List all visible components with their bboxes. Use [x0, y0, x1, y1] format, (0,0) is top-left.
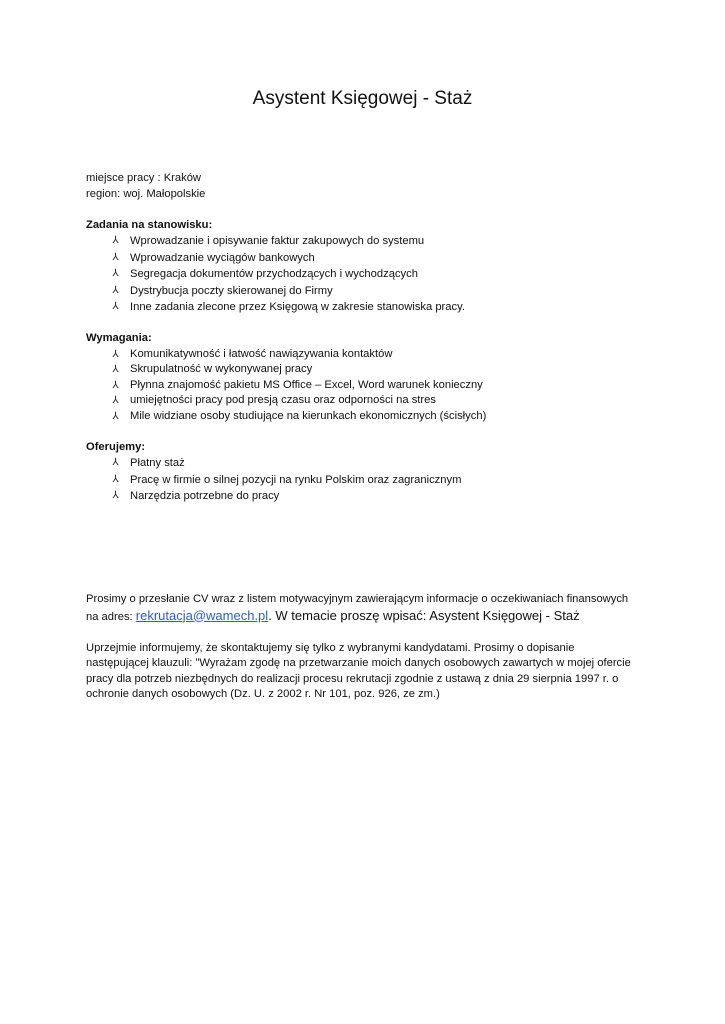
- list-item: [86, 378, 646, 394]
- list-item-text: Płynna znajomość pakietu MS Office – Excel, Word warunek konieczny: [130, 378, 483, 391]
- triangle-bullet-icon: ⅄: [112, 268, 119, 279]
- tasks-list: [86, 233, 646, 316]
- list-item-text: Wprowadzanie i opisywanie faktur zakupowych do systemu: [130, 235, 425, 247]
- list-item-text: Narzędzia potrzebne do pracy: [130, 490, 280, 502]
- list-item: [86, 250, 646, 267]
- application-address-line: [86, 608, 646, 626]
- list-item: [86, 409, 646, 425]
- list-item-text: Dystrybucja poczty skierowanej do Firmy: [130, 284, 333, 297]
- notice-line: następującej klauzuli: "Wyrażam zgodę na przetwarzanie moich danych osobowych zawartych w mojej ofercie: [86, 657, 631, 669]
- triangle-bullet-icon: ⅄: [112, 235, 119, 246]
- list-item-text: Segregacja dokumentów przychodzących i wychodzących: [130, 268, 418, 280]
- list-item-text: Komunikatywność i łatwość nawiązywania kontaktów: [130, 347, 393, 360]
- subject-instruction: . W temacie proszę wpisać: Asystent Księgowej - Staż: [268, 607, 580, 623]
- list-item: [86, 283, 646, 300]
- triangle-bullet-icon: ⅄: [112, 364, 119, 375]
- triangle-bullet-icon: ⅄: [112, 301, 119, 312]
- triangle-bullet-icon: ⅄: [112, 395, 119, 406]
- list-item: [86, 455, 646, 472]
- list-item-text: umiejętności pracy pod presją czasu oraz odporności na stres: [130, 394, 436, 406]
- triangle-bullet-icon: ⅄: [112, 348, 119, 360]
- workplace-line: miejsce pracy : Kraków: [86, 172, 202, 184]
- list-item: [86, 233, 646, 250]
- triangle-bullet-icon: ⅄: [112, 251, 119, 263]
- triangle-bullet-icon: ⅄: [112, 410, 119, 422]
- spacer: [86, 625, 646, 641]
- triangle-bullet-icon: ⅄: [112, 284, 119, 296]
- application-section: [86, 592, 646, 703]
- address-prefix: na adres:: [86, 610, 136, 623]
- list-item: [86, 266, 646, 283]
- notice-line: pracy dla potrzeb niezbędnych do realizacji procesu rekrutacji zgodnie z ustawą z dnia 29 sierpnia 1997 r. o: [86, 672, 619, 685]
- triangle-bullet-icon: ⅄: [112, 473, 119, 485]
- triangle-bullet-icon: ⅄: [112, 379, 119, 391]
- spacer: [86, 202, 646, 218]
- spacer: [86, 316, 646, 332]
- list-item: [86, 472, 646, 489]
- tasks-heading: Zadania na stanowisku:: [86, 218, 213, 231]
- spacer: [86, 424, 646, 440]
- list-item: [86, 299, 646, 316]
- list-item-text: Pracę w firmie o silnej pozycji na rynku Polskim oraz zagranicznym: [130, 473, 462, 486]
- list-item: [86, 393, 646, 409]
- list-item-text: Mile widziane osoby studiujące na kierunkach ekonomicznych (ścisłych): [130, 409, 487, 422]
- list-item-text: Wprowadzanie wyciągów bankowych: [130, 251, 315, 264]
- requirements-heading: Wymagania:: [86, 332, 152, 344]
- requirements-list: [86, 347, 646, 425]
- offer-heading: Oferujemy:: [86, 440, 146, 453]
- list-item: [86, 488, 646, 505]
- list-item: [86, 347, 646, 363]
- region-line: region: woj. Małopolskie: [86, 187, 206, 200]
- page-title: Asystent Księgowej - Staż: [252, 88, 473, 109]
- triangle-bullet-icon: ⅄: [112, 490, 119, 501]
- list-item-text: Inne zadania zlecone przez Księgową w zakresie stanowiska pracy.: [130, 301, 465, 313]
- list-item-text: Płatny staż: [130, 457, 185, 469]
- notice-line: ochronie danych osobowych (Dz. U. z 2002 r. Nr 101, poz. 926, ze zm.): [86, 688, 440, 700]
- triangle-bullet-icon: ⅄: [112, 457, 119, 468]
- application-line: Prosimy o przesłanie CV wraz z listem motywacyjnym zawierającym informacje o oczekiwaniach finansowych: [86, 593, 629, 605]
- list-item-text: Skrupulatność w wykonywanej pracy: [130, 363, 313, 375]
- notice-line: Uprzejmie informujemy, że skontaktujemy się tylko z wybranymi kandydatami. Prosimy o dopisanie: [86, 641, 575, 654]
- job-details: [86, 171, 646, 505]
- list-item: [86, 362, 646, 378]
- offer-list: [86, 455, 646, 505]
- email-link[interactable]: rekrutacja@wamech.pl: [135, 607, 269, 623]
